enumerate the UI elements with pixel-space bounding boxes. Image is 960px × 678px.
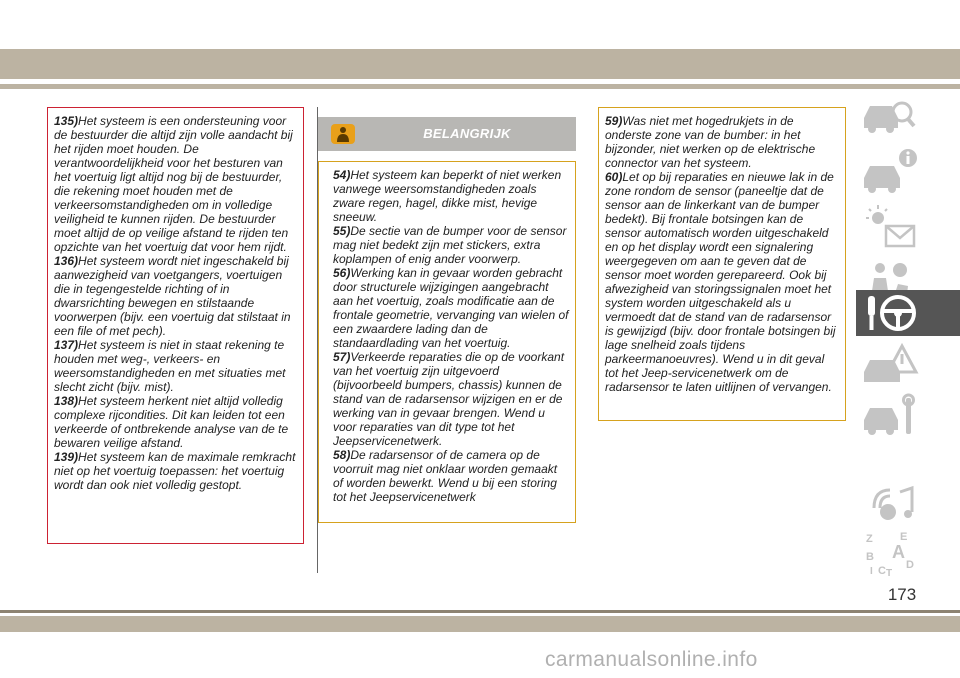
note-number: 137) [54,338,79,352]
note-number: 60) [605,170,623,184]
note-number: 56) [333,266,351,280]
top-band [0,49,960,79]
notes-column-left [47,107,304,544]
note-number: 135) [54,114,79,128]
note-number: 57) [333,350,351,364]
note-text: Let op bij reparaties en nieuwe lak in de zone rondom de sensor (paneeltje dat de sensor aan de linkerkant van de bumper bedekt). Bij frontale botsingen kan de sensor automatisch worden uitgeschakeld en op het display wordt een signalering weergegeven om aan te geven dat de sensor moet worden gerepareerd. Ook bij afwezigheid van storingssignalen moet het system worden uitgeschakeld als u vermoedt dat de stand van de radarsensor is gewijzigd (bijv. door frontale botsingen bij lage snelheid zoals tijdens parkeermanoeuvres). Wend u in dit geval tot het Jeep-servicenetwerk om de radarsensor te laten uitlijnen of vervangen. [605,170,836,394]
note-text: Het systeem kan de maximale remkracht niet op het voertuig toepassen: het voertuig wordt dan ook niet volledig gestopt. [54,450,296,492]
note-number: 59) [605,114,623,128]
index-letter: B [866,551,874,563]
multimedia-icon [856,478,960,534]
car-search-icon [856,88,960,144]
watermark: carmanualsonline.info [545,648,758,671]
index-letter: E [900,531,908,543]
note-text: De radarsensor of de camera op de voorruit mag niet onklaar worden gemaakt of worden bewerkt. Wend u bij een storing tot het Jeepservicenetwerk [333,448,558,504]
index-letter: T [886,568,893,579]
note-text: Was niet met hogedrukjets in de onderste zone van de bumber: in het bijzonder, niet werken op de elektrische connector van het systeem. [605,114,816,170]
tab-maintenance[interactable] [856,390,960,446]
page-number: 173 [887,585,917,604]
index-letter: Z [866,533,873,545]
tab-starting-driving[interactable] [856,290,960,336]
important-header [318,117,576,151]
note-paragraph [333,350,569,448]
note-number: 138) [54,394,79,408]
car-info-icon [856,144,960,200]
note-paragraph [605,170,839,394]
tab-emergency[interactable] [856,338,960,394]
index-letter: A [892,542,905,562]
note-text: Het systeem is een ondersteuning voor de bestuurder die altijd zijn volle aandacht bij het rijden moet houden. De verantwoordelijkheid voor het besturen van het voertuig ligt altijd nog bij de bestuurder, die rekening moet houden met de verkeersomstandigheden om in volledige veiligheid te kunnen rijden. De bestuurder moet altijd de op veilige afstand te rijden ten opzichte van het voertuig dat voor hem rijdt. [54,114,293,254]
index-letter: C [878,565,886,577]
note-paragraph [54,450,297,492]
note-text: Het systeem wordt niet ingeschakeld bij aanwezigheid van voetgangers, voertuigen die in tegengestelde richting of in dwarsrichting bewegen en stilstaande voorwerpen (bijv. een voertuig dat stilstaat in een file of met pech). [54,254,291,338]
top-band-line [0,84,960,89]
note-text: Het systeem is niet in staat rekening te houden met weg-, verkeers- en weersomstandigheden en met situaties met slecht zicht (bijv. mist). [54,338,286,394]
note-number: 54) [333,168,351,182]
note-paragraph [333,266,569,350]
bottom-band [0,616,960,632]
notes-column-middle [318,161,576,523]
index-letter: I [870,566,873,577]
tab-dashboard-lights[interactable] [856,200,960,256]
note-paragraph [54,254,297,338]
tab-multimedia[interactable] [856,478,960,534]
index-letter: D [906,559,914,571]
note-paragraph [333,448,569,504]
tab-car-search[interactable] [856,88,960,144]
note-paragraph [333,168,569,224]
warning-triangle-car-icon [856,338,960,394]
notes-column-right [598,107,846,421]
car-wrench-icon [856,390,960,446]
key-steering-wheel-icon [856,290,960,336]
note-number: 55) [333,224,351,238]
tab-index[interactable] [856,528,960,584]
note-paragraph [54,394,297,450]
note-paragraph [54,114,297,254]
note-number: 58) [333,448,351,462]
note-paragraph [605,114,839,170]
bottom-band-line [0,610,960,613]
tab-car-info[interactable] [856,144,960,200]
important-title: BELANGRIJK [423,126,511,141]
index-letters-icon [856,528,960,580]
note-text: Het systeem herkent niet altijd volledig complexe rijcondities. Dit kan leiden tot een verkeerde of ontbrekende analyse van de te bewaren veilige afstand. [54,394,289,450]
note-number: 136) [54,254,79,268]
note-text: De sectie van de bumper voor de sensor mag niet bedekt zijn met stickers, extra koplampen of enig ander voorwerp. [333,224,567,266]
note-text: Werking kan in gevaar worden gebracht door structurele wijzigingen aangebracht aan het voertuig, zoals modificatie aan de frontale geometrie, vervanging van wielen of een zwaardere lading dan de standaardlading van het voertuig. [333,266,569,350]
note-text: Verkeerde reparaties die op de voorkant van het voertuig zijn uitgevoerd (bijvoorbeeld bumpers, chassis) kunnen de stand van de radarsensor wijzigen en er de werking van in gevaar brengen. Wend u voor reparaties van dit type tot het Jeepservicenetwerk. [333,350,565,448]
dashboard-lights-icon [856,200,960,256]
note-paragraph [333,224,569,266]
note-paragraph [54,338,297,394]
note-text: Het systeem kan beperkt of niet werken vanwege weersomstandigheden zoals zware regen, hagel, dikke mist, hevige sneeuw. [333,168,562,224]
note-number: 139) [54,450,79,464]
